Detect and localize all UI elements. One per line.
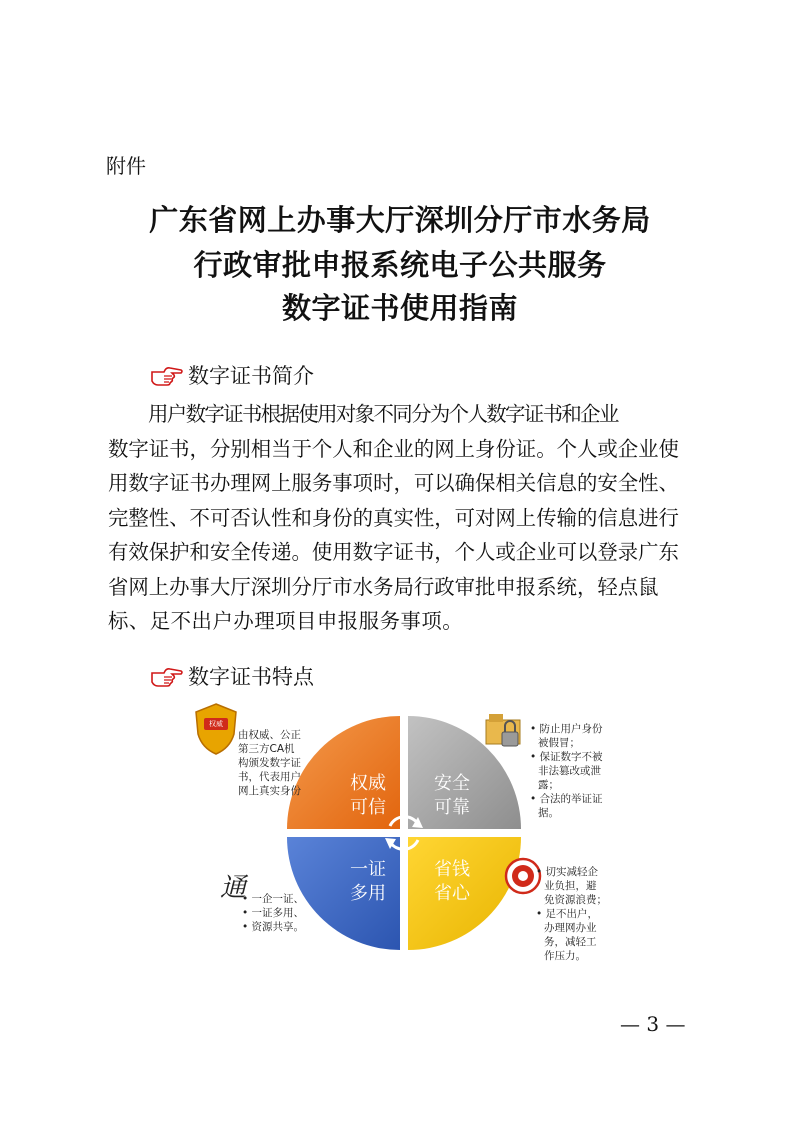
quadrant-label-line: 多用 [350, 883, 386, 904]
note-line: 由权威、公正 [238, 729, 301, 741]
quadrant-label-savings [422, 858, 482, 906]
note-line: 办理网办业 [544, 922, 597, 934]
note-line: 露； [538, 779, 559, 791]
note-line: 非法篡改或泄 [538, 765, 601, 777]
note-line: • 资源共享。 [242, 921, 305, 933]
note-line: • 合法的举证证 [530, 793, 603, 805]
quadrant-label-line: 权威 [350, 773, 386, 794]
section-heading-intro [150, 360, 314, 390]
pointing-hand-icon [150, 364, 184, 386]
note-line: • 切实减轻企 [536, 866, 599, 878]
note-security [530, 722, 620, 820]
section-heading-label: 数字证书特点 [188, 665, 314, 689]
paragraph-line: 完整性、不可否认性和身份的真实性，可对网上传输的信息进行 [108, 505, 679, 530]
quadrant-label-line: 省钱 [434, 859, 470, 880]
note-line: 作压力。 [544, 950, 586, 962]
document-title-line-2: 行政审批申报系统电子公共服务 [193, 248, 607, 282]
quadrant-label-multi-use [338, 858, 398, 906]
folder-lock-icon [486, 714, 520, 746]
coin-seal-icon [506, 859, 540, 893]
note-line: • 一企一证、 [242, 893, 305, 905]
quadrant-label-line: 可信 [350, 797, 386, 818]
note-line: • 保证数字不被 [530, 751, 603, 763]
note-line: 构颁发数字证 [238, 757, 301, 769]
quadrant-label-line: 安全 [434, 773, 470, 794]
note-line: 第三方CA机 [238, 743, 295, 755]
note-line: 据。 [538, 807, 559, 819]
paragraph-line: 省网上办事大厅深圳分厅市水务局行政审批申报系统，轻点鼠 [108, 574, 659, 599]
paragraph-line: 标、足不出户办理项目申报服务事项。 [108, 609, 464, 633]
calligraphy-tong-icon: 通 [220, 873, 247, 903]
note-savings [536, 865, 620, 963]
note-line: • 一证多用、 [242, 907, 305, 919]
section-heading-features [150, 661, 314, 691]
quadrant-label-line: 一证 [350, 859, 386, 880]
paragraph-line: 用数字证书办理网上服务事项时，可以确保相关信息的安全性、 [108, 471, 679, 495]
note-line: 务，减轻工 [544, 936, 597, 948]
quadrant-label-authority [338, 772, 398, 820]
note-line: 被假冒； [538, 737, 580, 749]
note-line: 书，代表用户 [238, 771, 301, 783]
note-authority [238, 728, 318, 798]
paragraph-line: 用户数字证书根据使用对象不同分为个人数字证书和企业 [148, 402, 618, 426]
note-multi-use [242, 892, 332, 934]
quadrant-label-security [422, 772, 482, 820]
badge-label: 权威 [209, 720, 223, 728]
quadrant-label-line: 省心 [434, 883, 470, 904]
section-heading-label: 数字证书简介 [188, 364, 314, 388]
attachment-label: 附件 [106, 154, 146, 178]
quadrant-label-line: 可靠 [434, 797, 470, 818]
paragraph-line: 有效保护和安全传递。使用数字证书，个人或企业可以登录广东 [108, 540, 679, 564]
intro-paragraph [108, 397, 708, 639]
document-title-line-3: 数字证书使用指南 [281, 291, 518, 325]
document-title-line-1: 广东省网上办事大厅深圳分厅市水务局 [149, 203, 651, 237]
note-line: • 防止用户身份 [530, 723, 603, 735]
note-line: 免资源浪费； [544, 894, 607, 906]
pointing-hand-icon [150, 665, 184, 687]
note-line: • 足不出户， [536, 908, 599, 920]
note-line: 业负担，避 [544, 880, 597, 892]
certificate-features-diagram [180, 700, 620, 970]
note-line: 网上真实身份 [238, 785, 301, 797]
paragraph-line: 数字证书，分别相当于个人和企业的网上身份证。个人或企业使 [108, 436, 679, 461]
page-number: — 3 — [620, 1012, 686, 1036]
